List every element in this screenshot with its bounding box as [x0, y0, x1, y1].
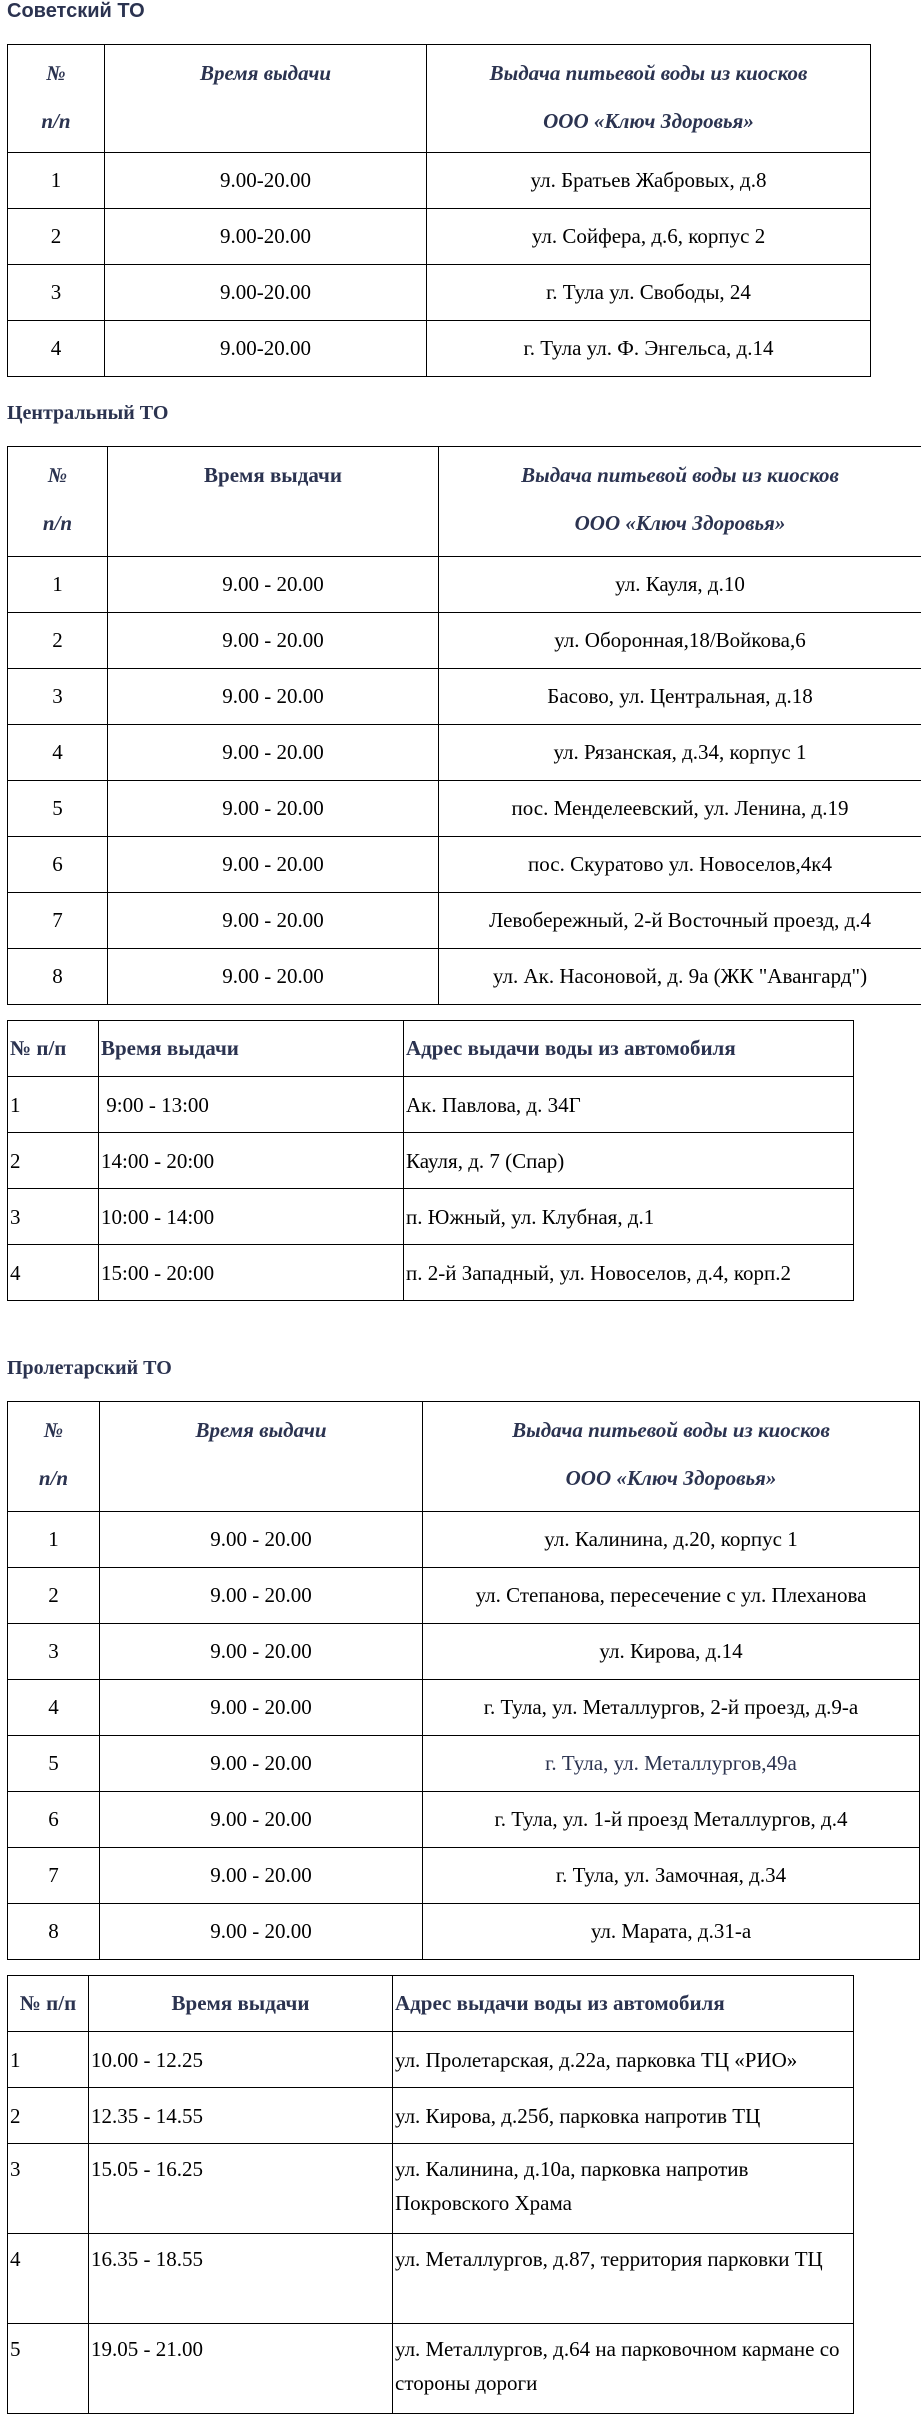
header-num: № п/п [8, 1976, 89, 2032]
cell-time: 9.00 - 20.00 [100, 1848, 423, 1904]
cell-address: ул. Кирова, д.14 [423, 1624, 920, 1680]
table-header-row [8, 1021, 854, 1077]
header-time: Время выдачи [99, 1021, 404, 1077]
cell-address: Левобережный, 2-й Восточный проезд, д.4 [439, 893, 921, 949]
cell-time: 9.00 - 20.00 [108, 725, 439, 781]
cell-address: г. Тула ул. Свободы, 24 [427, 265, 871, 321]
cell-time: 9.00-20.00 [105, 209, 427, 265]
cell-address: ул. Степанова, пересечение с ул. Плеханова [423, 1568, 920, 1624]
table-row [8, 1568, 920, 1624]
cell-address: г. Тула, ул. Замочная, д.34 [423, 1848, 920, 1904]
cell-address: ул. Марата, д.31-а [423, 1904, 920, 1960]
table-row [8, 781, 921, 837]
header-time: Время выдачи [100, 1402, 423, 1512]
cell-num: 4 [8, 321, 105, 377]
cell-address: ул. Калинина, д.20, корпус 1 [423, 1512, 920, 1568]
cell-num: 2 [8, 209, 105, 265]
table-row [8, 1077, 854, 1133]
kiosk-table-proletarsky [7, 1401, 920, 1960]
cell-num: 1 [8, 557, 108, 613]
header-num: № п/п [8, 1402, 100, 1512]
cell-time: 9.00 - 20.00 [108, 669, 439, 725]
header-address: Адрес выдачи воды из автомобиля [404, 1021, 854, 1077]
cell-num: 7 [8, 893, 108, 949]
header-address: Адрес выдачи воды из автомобиля [393, 1976, 854, 2032]
table-row [8, 1189, 854, 1245]
header-address: Выдача питьевой воды из киосков ООО «Ключ Здоровья» [423, 1402, 920, 1512]
header-address: Выдача питьевой воды из киосков ООО «Ключ Здоровья» [439, 447, 921, 557]
cell-time: 9.00 - 20.00 [100, 1512, 423, 1568]
table-row [8, 2234, 854, 2324]
table-row [8, 1624, 920, 1680]
kiosk-table-sovetsky [7, 44, 871, 377]
cell-address: г. Тула, ул. 1-й проезд Металлургов, д.4 [423, 1792, 920, 1848]
cell-time: 9.00-20.00 [105, 265, 427, 321]
cell-time: 15:00 - 20:00 [99, 1245, 404, 1301]
header-time: Время выдачи [108, 447, 439, 557]
table-row [8, 613, 921, 669]
cell-num: 3 [8, 1624, 100, 1680]
cell-time: 19.05 - 21.00 [89, 2324, 393, 2414]
cell-num: 6 [8, 1792, 100, 1848]
cell-address: ул. Оборонная,18/Войкова,6 [439, 613, 921, 669]
cell-num: 1 [8, 2032, 89, 2088]
header-num: № п/п [8, 45, 105, 153]
cell-num: 3 [8, 1189, 99, 1245]
kiosk-table-centralny [7, 446, 921, 1005]
cell-address: пос. Скуратово ул. Новоселов,4к4 [439, 837, 921, 893]
table-row [8, 949, 921, 1005]
cell-time: 9.00 - 20.00 [108, 613, 439, 669]
cell-address: ул. Рязанская, д.34, корпус 1 [439, 725, 921, 781]
table-header-row [8, 447, 921, 557]
cell-address: Ак. Павлова, д. 34Г [404, 1077, 854, 1133]
header-time: Время выдачи [89, 1976, 393, 2032]
cell-num: 4 [8, 2234, 89, 2324]
cell-address: г. Тула, ул. Металлургов, 2-й проезд, д.9-а [423, 1680, 920, 1736]
table-row [8, 669, 921, 725]
cell-num: 2 [8, 1568, 100, 1624]
cell-address: ул. Ак. Насоновой, д. 9а (ЖК "Авангард") [439, 949, 921, 1005]
cell-num: 2 [8, 613, 108, 669]
cell-time: 9.00 - 20.00 [100, 1904, 423, 1960]
table-row [8, 153, 871, 209]
cell-address: Басово, ул. Центральная, д.18 [439, 669, 921, 725]
cell-num: 5 [8, 1736, 100, 1792]
cell-num: 5 [8, 781, 108, 837]
cell-time: 12.35 - 14.55 [89, 2088, 393, 2144]
table-row [8, 2032, 854, 2088]
section-title-centralny: Центральный ТО [7, 402, 169, 424]
cell-num: 2 [8, 2088, 89, 2144]
car-table-centralny [7, 1020, 854, 1301]
section-title-sovetsky: Советский ТО [7, 0, 145, 22]
cell-address: п. 2-й Западный, ул. Новоселов, д.4, корп.2 [404, 1245, 854, 1301]
cell-time: 9.00 - 20.00 [100, 1624, 423, 1680]
car-table-proletarsky [7, 1975, 854, 2414]
cell-address: Кауля, д. 7 (Спар) [404, 1133, 854, 1189]
cell-num: 4 [8, 1680, 100, 1736]
cell-time: 16.35 - 18.55 [89, 2234, 393, 2324]
cell-time: 9:00 - 13:00 [99, 1077, 404, 1133]
cell-address: г. Тула ул. Ф. Энгельса, д.14 [427, 321, 871, 377]
cell-num: 8 [8, 1904, 100, 1960]
cell-time: 9.00-20.00 [105, 153, 427, 209]
cell-time: 9.00 - 20.00 [108, 781, 439, 837]
table-row [8, 557, 921, 613]
cell-address: ул. Калинина, д.10а, парковка напротив Покровского Храма [393, 2144, 854, 2234]
cell-time: 10:00 - 14:00 [99, 1189, 404, 1245]
table-row [8, 321, 871, 377]
cell-num: 8 [8, 949, 108, 1005]
header-num: № п/п [8, 447, 108, 557]
table-row [8, 2144, 854, 2234]
cell-address: ул. Металлургов, д.64 на парковочном кармане со стороны дороги [393, 2324, 854, 2414]
table-header-row [8, 1976, 854, 2032]
table-row [8, 265, 871, 321]
cell-address: пос. Менделеевский, ул. Ленина, д.19 [439, 781, 921, 837]
cell-num: 4 [8, 725, 108, 781]
cell-address: ул. Кирова, д.25б, парковка напротив ТЦ [393, 2088, 854, 2144]
table-row [8, 725, 921, 781]
table-header-row [8, 1402, 920, 1512]
cell-num: 3 [8, 265, 105, 321]
cell-num: 1 [8, 1077, 99, 1133]
table-header-row [8, 45, 871, 153]
cell-time: 9.00 - 20.00 [100, 1736, 423, 1792]
cell-time: 9.00 - 20.00 [100, 1680, 423, 1736]
cell-address: г. Тула, ул. Металлургов,49а [423, 1736, 920, 1792]
cell-num: 1 [8, 153, 105, 209]
cell-num: 3 [8, 2144, 89, 2234]
table-row [8, 209, 871, 265]
cell-time: 14:00 - 20:00 [99, 1133, 404, 1189]
cell-address: п. Южный, ул. Клубная, д.1 [404, 1189, 854, 1245]
cell-time: 15.05 - 16.25 [89, 2144, 393, 2234]
cell-time: 9.00-20.00 [105, 321, 427, 377]
cell-time: 9.00 - 20.00 [108, 557, 439, 613]
section-title-proletarsky: Пролетарский ТО [7, 1357, 172, 1379]
header-num: № п/п [8, 1021, 99, 1077]
cell-time: 9.00 - 20.00 [108, 949, 439, 1005]
cell-num: 1 [8, 1512, 100, 1568]
cell-time: 9.00 - 20.00 [100, 1792, 423, 1848]
table-row [8, 1680, 920, 1736]
table-row [8, 2088, 854, 2144]
table-row [8, 1792, 920, 1848]
cell-time: 9.00 - 20.00 [108, 837, 439, 893]
cell-address: ул. Сойфера, д.6, корпус 2 [427, 209, 871, 265]
table-row [8, 1512, 920, 1568]
cell-num: 6 [8, 837, 108, 893]
table-row [8, 1848, 920, 1904]
cell-time: 9.00 - 20.00 [108, 893, 439, 949]
cell-num: 7 [8, 1848, 100, 1904]
table-row [8, 837, 921, 893]
cell-address: ул. Металлургов, д.87, территория парковки ТЦ [393, 2234, 854, 2324]
table-row [8, 2324, 854, 2414]
cell-num: 5 [8, 2324, 89, 2414]
cell-address: ул. Пролетарская, д.22а, парковка ТЦ «РИО» [393, 2032, 854, 2088]
table-row [8, 1736, 920, 1792]
header-time: Время выдачи [105, 45, 427, 153]
table-row [8, 1133, 854, 1189]
table-row [8, 893, 921, 949]
cell-num: 3 [8, 669, 108, 725]
header-address: Выдача питьевой воды из киосков ООО «Ключ Здоровья» [427, 45, 871, 153]
cell-num: 4 [8, 1245, 99, 1301]
cell-address: ул. Кауля, д.10 [439, 557, 921, 613]
cell-time: 9.00 - 20.00 [100, 1568, 423, 1624]
cell-address: ул. Братьев Жабровых, д.8 [427, 153, 871, 209]
table-row [8, 1245, 854, 1301]
cell-num: 2 [8, 1133, 99, 1189]
table-row [8, 1904, 920, 1960]
cell-time: 10.00 - 12.25 [89, 2032, 393, 2088]
